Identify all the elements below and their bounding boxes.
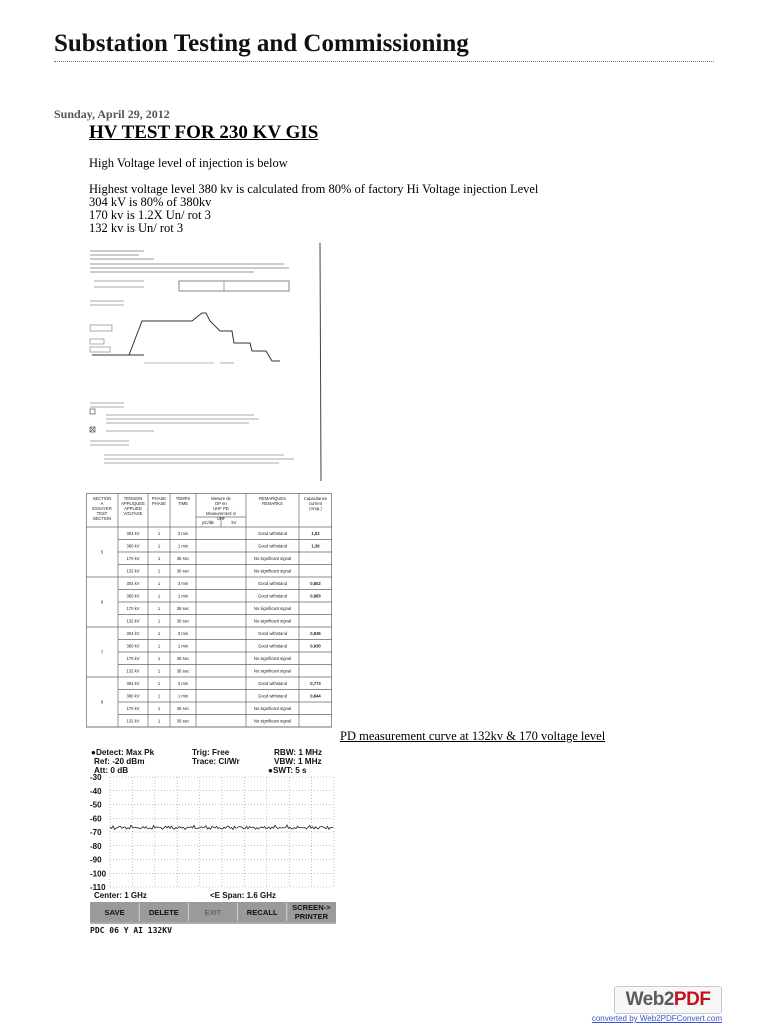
table-cell-s1-r3-c3: 36 sec xyxy=(176,618,190,624)
table-cell-s1-r3-c5: No significant signal xyxy=(253,618,292,624)
post-line-highest: Highest voltage level 380 kv is calculated from 80% of factory Hi Voltage injection Level xyxy=(89,182,539,196)
table-cell-s0-r0-c5: Good withstand xyxy=(257,530,288,536)
spectrum-analyzer-screenshot xyxy=(88,745,338,935)
table-header-2: PHASE PHASE xyxy=(151,496,167,506)
table-cell-s3-r2-c2: 1 xyxy=(157,705,161,711)
converted-by-link[interactable]: converted by Web2PDFConvert.com xyxy=(591,1014,722,1023)
analyzer-ref: Ref: -20 dBm xyxy=(94,757,145,766)
table-cell-s3-r1-c5: Good withstand xyxy=(257,693,288,699)
post-line-170: 170 kv is 1.2X Un/ rot 3 xyxy=(89,208,211,222)
table-cell-s2-r1-c2: 1 xyxy=(157,643,161,649)
post-title[interactable]: HV TEST FOR 230 KV GIS xyxy=(89,122,319,143)
analyzer-span: <E Span: 1.6 GHz xyxy=(210,891,277,900)
table-cell-s3-r3-c1: 132 kV xyxy=(126,718,140,724)
post-line-304: 304 kV is 80% of 380kv xyxy=(89,195,212,209)
analyzer-att: Att: 0 dB xyxy=(94,766,129,775)
table-header-1: TENSION APPLIQUEE APPLIED VOLTAGE xyxy=(121,496,145,516)
table-cell-s0-r3-c2: 1 xyxy=(157,568,161,574)
table-cell-s2-r3-c3: 36 sec xyxy=(176,668,190,674)
analyzer-vbw: VBW: 1 MHz xyxy=(274,757,322,766)
web2pdf-logo-mark xyxy=(614,986,722,1014)
table-cell-s1-r0-c2: 1 xyxy=(157,580,161,586)
table-section-8: 8 xyxy=(100,699,104,705)
table-cell-s1-r0-c5: Good withstand xyxy=(257,580,288,586)
analyzer-detect: ●Detect: Max Pk xyxy=(91,748,155,757)
softkey-exit: EXIT xyxy=(204,908,222,917)
table-cell-s3-r2-c5: No significant signal xyxy=(253,705,292,711)
table-cell-s3-r0-c3: 3 min xyxy=(177,680,189,686)
analyzer-footer: PDC 06 Y AI 132KV xyxy=(90,926,172,935)
table-cell-s1-r1-c1: 380 kV xyxy=(126,593,140,599)
table-cell-s3-r2-c3: 36 sec xyxy=(176,705,190,711)
analyzer-ytick: -40 xyxy=(90,786,102,796)
table-cell-s3-r1-c3: 1 min xyxy=(177,693,189,699)
table-cell-s0-r0-c1: 304 kV xyxy=(126,530,140,536)
table-cell-s0-r3-c5: No significant signal xyxy=(253,568,292,574)
table-header-4: Mesure de DP en UHF PD Measurement in UHF xyxy=(205,496,237,521)
table-cell-s1-r1-c2: 1 xyxy=(157,593,161,599)
analyzer-ytick: -30 xyxy=(90,773,102,782)
table-cell-s3-r2-c1: 170 kV xyxy=(126,705,140,711)
table-cell-s1-r0-c6: 0,802 xyxy=(310,580,321,586)
logo-word-web2: Web2 xyxy=(625,989,674,1010)
table-cell-s0-r1-c5: Good withstand xyxy=(257,543,288,549)
table-cell-s3-r0-c6: 0,773 xyxy=(310,680,321,686)
analyzer-ytick: -110 xyxy=(90,883,106,892)
scanned-test-procedure-image xyxy=(84,243,326,481)
softkey-save: SAVE xyxy=(104,908,125,917)
table-cell-s2-r3-c5: No significant signal xyxy=(253,668,292,674)
analyzer-swt: ●SWT: 5 s xyxy=(268,766,307,775)
table-cell-s2-r2-c5: No significant signal xyxy=(253,655,292,661)
table-cell-s1-r2-c2: 1 xyxy=(157,605,161,611)
table-cell-s3-r0-c1: 304 kV xyxy=(126,680,140,686)
analyzer-ytick: -80 xyxy=(90,841,102,851)
blog-title[interactable]: Substation Testing and Commissioning xyxy=(54,30,469,57)
table-cell-s1-r1-c6: 0,983 xyxy=(310,593,321,599)
table-cell-s2-r2-c1: 170 kV xyxy=(126,655,140,661)
table-cell-s0-r0-c2: 1 xyxy=(157,530,161,536)
softkey-screen-printer: SCREEN-> xyxy=(292,903,331,912)
analyzer-trig: Trig: Free xyxy=(192,748,230,757)
table-cell-s2-r1-c6: 0,930 xyxy=(310,643,321,649)
table-header-3: TEMPS TIME xyxy=(175,496,191,506)
table-cell-s0-r1-c3: 1 min xyxy=(177,543,189,549)
analyzer-ytick: -60 xyxy=(90,814,102,824)
table-cell-s1-r2-c1: 170 kV xyxy=(126,605,140,611)
table-cell-s0-r3-c1: 132 kV xyxy=(126,568,140,574)
table-cell-s0-r3-c3: 36 sec xyxy=(176,568,190,574)
table-cell-s3-r0-c5: Good withstand xyxy=(257,680,288,686)
title-divider xyxy=(54,61,714,62)
softkey-delete: DELETE xyxy=(148,908,179,917)
table-cell-s1-r2-c3: 36 sec xyxy=(176,605,190,611)
table-cell-s0-r1-c6: 1,36 xyxy=(311,543,320,549)
table-header-6: Capacitance current (Amp.) xyxy=(303,496,328,511)
pd-measurement-caption: PD measurement curve at 132kv & 170 voltage level xyxy=(340,729,606,743)
table-cell-s2-r2-c3: 36 sec xyxy=(176,655,190,661)
logo-word-pdf: PDF xyxy=(673,989,711,1010)
analyzer-ytick: -50 xyxy=(90,800,102,810)
table-section-7: 7 xyxy=(100,649,104,655)
table-cell-s1-r1-c3: 1 min xyxy=(177,593,189,599)
table-cell-s3-r1-c2: 1 xyxy=(157,693,161,699)
table-section-6: 6 xyxy=(100,599,104,605)
table-cell-s3-r1-c1: 380 kV xyxy=(126,693,140,699)
hv-test-results-table xyxy=(86,493,332,728)
analyzer-rbw: RBW: 1 MHz xyxy=(274,748,323,757)
table-cell-s2-r0-c2: 1 xyxy=(157,630,161,636)
table-header-0: SECTION A ESSAYER TEST SECTION xyxy=(92,496,112,521)
analyzer-trace: Trace: Cl/Wr xyxy=(192,757,240,766)
table-subheader-1: kV xyxy=(231,520,237,525)
table-cell-s2-r0-c5: Good withstand xyxy=(257,630,288,636)
table-cell-s3-r3-c5: No significant signal xyxy=(253,718,292,724)
web2pdf-logo[interactable] xyxy=(591,986,722,1023)
analyzer-ytick: -100 xyxy=(90,869,107,879)
table-cell-s0-r2-c2: 1 xyxy=(157,555,161,561)
table-cell-s2-r0-c6: 0,836 xyxy=(310,630,321,636)
table-cell-s2-r3-c2: 1 xyxy=(157,668,161,674)
table-cell-s1-r0-c3: 3 min xyxy=(177,580,189,586)
table-cell-s1-r3-c1: 132 kV xyxy=(126,618,140,624)
table-cell-s0-r2-c1: 170 kV xyxy=(126,555,140,561)
table-cell-s1-r2-c5: No significant signal xyxy=(253,605,292,611)
analyzer-ytick: -90 xyxy=(90,855,102,865)
table-subheader-0: pC/dB xyxy=(202,520,214,525)
table-cell-s2-r1-c5: Good withstand xyxy=(257,643,288,649)
table-cell-s0-r2-c3: 36 sec xyxy=(176,555,190,561)
table-cell-s0-r0-c3: 3 min xyxy=(177,530,189,536)
table-cell-s1-r3-c2: 1 xyxy=(157,618,161,624)
table-cell-s0-r1-c1: 380 kV xyxy=(126,543,140,549)
analyzer-ytick: -70 xyxy=(90,828,102,837)
table-cell-s0-r2-c5: No significant signal xyxy=(253,555,292,561)
softkey-screen-printer-line2: PRINTER xyxy=(294,912,329,921)
table-cell-s2-r2-c2: 1 xyxy=(157,655,161,661)
table-cell-s2-r0-c1: 304 kV xyxy=(126,630,140,636)
table-cell-s3-r3-c3: 36 sec xyxy=(176,718,190,724)
post-line-132: 132 kv is Un/ rot 3 xyxy=(89,221,184,235)
table-section-5: 5 xyxy=(100,549,104,555)
table-cell-s2-r3-c1: 132 kV xyxy=(126,668,140,674)
table-cell-s2-r1-c1: 380 kV xyxy=(126,643,140,649)
table-cell-s3-r0-c2: 1 xyxy=(157,680,161,686)
table-cell-s1-r0-c1: 304 kV xyxy=(126,580,140,586)
table-cell-s2-r1-c3: 1 min xyxy=(177,643,189,649)
post-line-intro: High Voltage level of injection is below xyxy=(89,156,288,170)
table-cell-s3-r1-c6: 0,844 xyxy=(310,693,321,699)
analyzer-center: Center: 1 GHz xyxy=(94,891,147,900)
table-cell-s0-r0-c6: 1,02 xyxy=(311,530,320,536)
post-date: Sunday, April 29, 2012 xyxy=(54,107,170,121)
softkey-recall: RECALL xyxy=(246,908,278,917)
table-cell-s0-r1-c2: 1 xyxy=(157,543,161,549)
table-cell-s1-r1-c5: Good withstand xyxy=(257,593,288,599)
table-cell-s3-r3-c2: 1 xyxy=(157,718,161,724)
table-header-5: REMARQUES REMARKS xyxy=(259,496,286,506)
table-cell-s2-r0-c3: 3 min xyxy=(177,630,189,636)
